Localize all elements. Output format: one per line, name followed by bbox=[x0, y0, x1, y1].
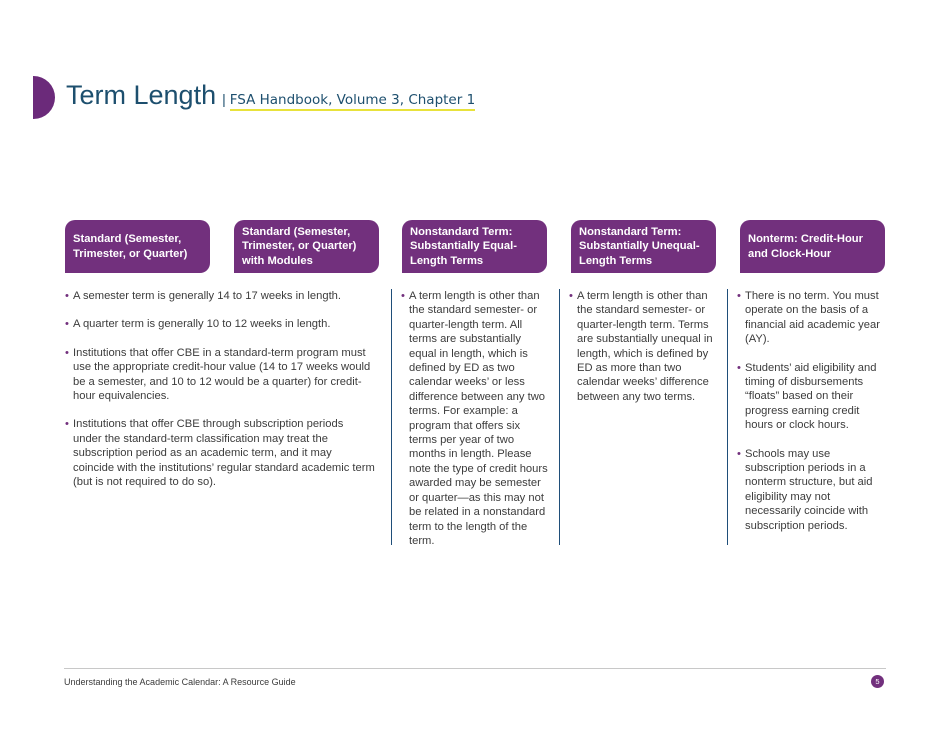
column-header-label: Nonterm: Credit-Hour and Clock-Hour bbox=[748, 233, 863, 260]
page-title: Term Length bbox=[66, 80, 217, 110]
bullet-item: • Institutions that offer CBE through subscription periods under the standard-term classification may treat the subscription period as an academic term, and it may coincide with the institutions’ regular standard academic term (but is not required to do so). bbox=[65, 417, 375, 489]
column-body-nonstandard-equal bbox=[391, 289, 549, 545]
page-subtitle-reference: FSA Handbook, Volume 3, Chapter 1 bbox=[230, 92, 475, 111]
bullet-item: • A term length is other than the standard semester- or quarter-length term. All terms are substantially equal in length, which is defined by ED as two calendar weeks’ or less difference between any two terms. For example: a program that offers six terms per year of two months in length. Please note the type of credit hours awarded may be semester or quarter—as this may not be related in a nonstandard term to the length of the term. bbox=[401, 289, 549, 548]
bullet-item: • Institutions that offer CBE in a standard-term program must use the appropriate credit-hour value (14 to 17 weeks would be a semester, and 10 to 12 would be a quarter) for credit-hour equivalencies. bbox=[65, 346, 375, 404]
bullet-list bbox=[737, 289, 889, 533]
column-header-label: Standard (Semester, Trimester, or Quarter) with Modules bbox=[242, 225, 357, 267]
bullet-item: • A semester term is generally 14 to 17 weeks in length. bbox=[65, 289, 375, 303]
bullet-item: • Students’ aid eligibility and timing of disbursements “floats” based on their progress earning credit hours or clock hours. bbox=[737, 361, 889, 433]
column-header-label: Nonstandard Term: Substantially Equal-Length Terms bbox=[410, 225, 517, 267]
column-body-standard bbox=[65, 289, 375, 489]
column-body-nonstandard-unequal bbox=[559, 289, 719, 545]
bullet-item: • Schools may use subscription periods in a nonterm structure, but aid eligibility may not necessarily coincide with subscription periods. bbox=[737, 447, 889, 533]
column-header-standard-modules bbox=[234, 220, 379, 273]
column-header-nonstandard-unequal bbox=[571, 220, 716, 273]
column-header-label: Standard (Semester, Trimester, or Quarter) bbox=[73, 233, 188, 260]
column-header-nonstandard-equal bbox=[402, 220, 547, 273]
column-header-standard bbox=[65, 220, 210, 273]
title-separator: | bbox=[222, 91, 226, 107]
page-number-badge: 5 bbox=[871, 675, 884, 688]
bullet-list bbox=[401, 289, 549, 548]
column-header-nonterm bbox=[740, 220, 885, 273]
column-header-label: Nonstandard Term: Substantially Unequal-Length Terms bbox=[579, 225, 700, 267]
bullet-item: • A term length is other than the standard semester- or quarter-length term. Terms are substantially unequal in length, which is defined by ED as more than two calendar weeks’ difference between any two terms. bbox=[569, 289, 719, 404]
bullet-list bbox=[65, 289, 375, 489]
footer-divider bbox=[64, 668, 886, 669]
bullet-item: • There is no term. You must operate on the basis of a financial aid academic year (AY). bbox=[737, 289, 889, 347]
page-header bbox=[66, 80, 475, 111]
footer-guide-title: Understanding the Academic Calendar: A Resource Guide bbox=[64, 677, 296, 687]
bullet-item: • A quarter term is generally 10 to 12 weeks in length. bbox=[65, 317, 375, 331]
bullet-list bbox=[569, 289, 719, 404]
section-tab-marker bbox=[33, 76, 55, 119]
column-body-nonterm bbox=[727, 289, 889, 545]
